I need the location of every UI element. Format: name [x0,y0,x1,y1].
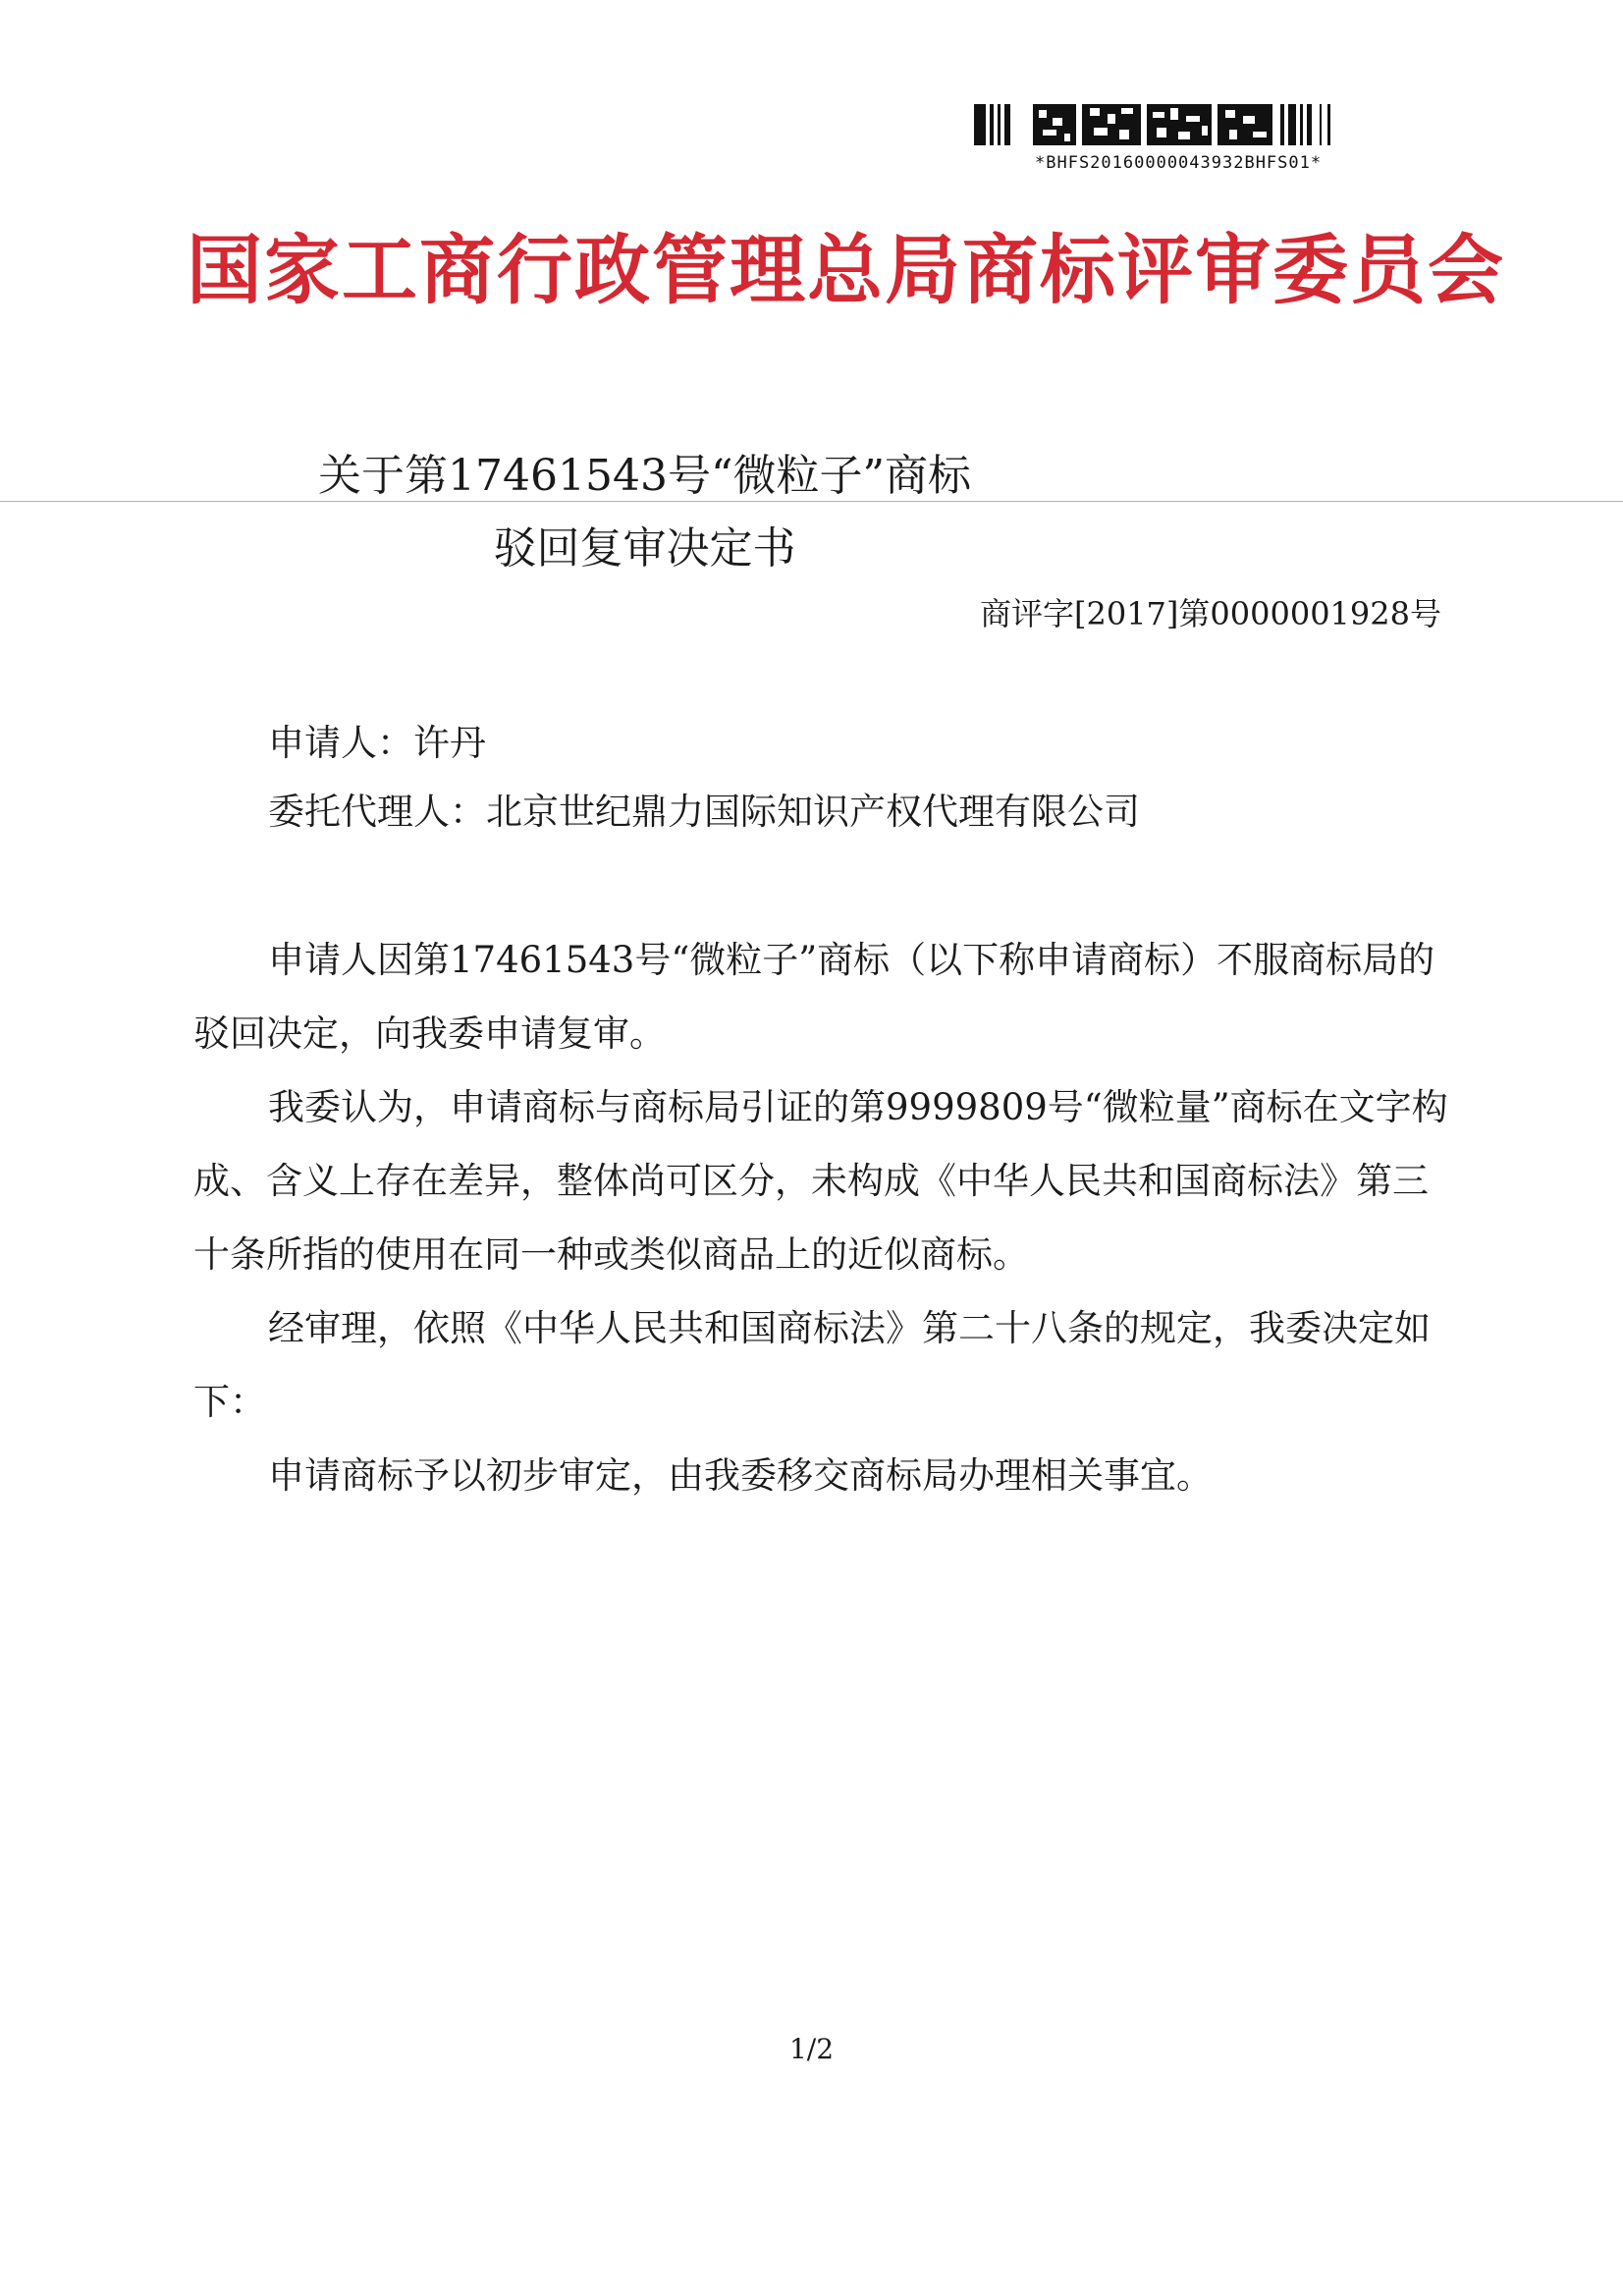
barcode-graphic [974,104,1379,151]
agent: 委托代理人：北京世纪鼎力国际知识产权代理有限公司 [268,791,1140,833]
paragraph-3: 经审理，依照《中华人民共和国商标法》第二十八条的规定，我委决定如下： [193,1307,1431,1423]
paragraph-4: 申请商标予以初步审定，由我委移交商标局办理相关事宜。 [268,1454,1213,1497]
doc-title-line1-text: 关于第17461543号“微粒子”商标 [318,451,971,501]
paragraph-2: 我委认为，申请商标与商标局引证的第9999809号“微粒量”商标在文字构成、含义上存在差异，整体尚可区分，未构成《中华人民共和国商标法》第三十条所指的使用在同一种或类似商品上的近似商标。 [193,1086,1448,1276]
reference-number: 商评字[2017]第0000001928号 [979,595,1441,632]
page-number: 1/2 [788,2033,835,2065]
barcode [974,98,1386,177]
decision-body [193,923,1450,1512]
doc-title-line2-text: 驳回复审决定书 [493,523,796,574]
header-organization: 国家工商行政管理总局商标评审委员会 [187,228,1505,315]
barcode-text: *BHFS20160000043932BHFS01* [1035,153,1323,173]
doc-title-line1 [0,451,1623,501]
header-divider [0,501,1623,502]
applicant: 申请人：许丹 [268,722,486,764]
paragraph-1: 申请人因第17461543号“微粒子”商标（以下称申请商标）不服商标局的驳回决定，向我委申请复审。 [193,939,1435,1055]
doc-title-line2 [0,523,1623,574]
